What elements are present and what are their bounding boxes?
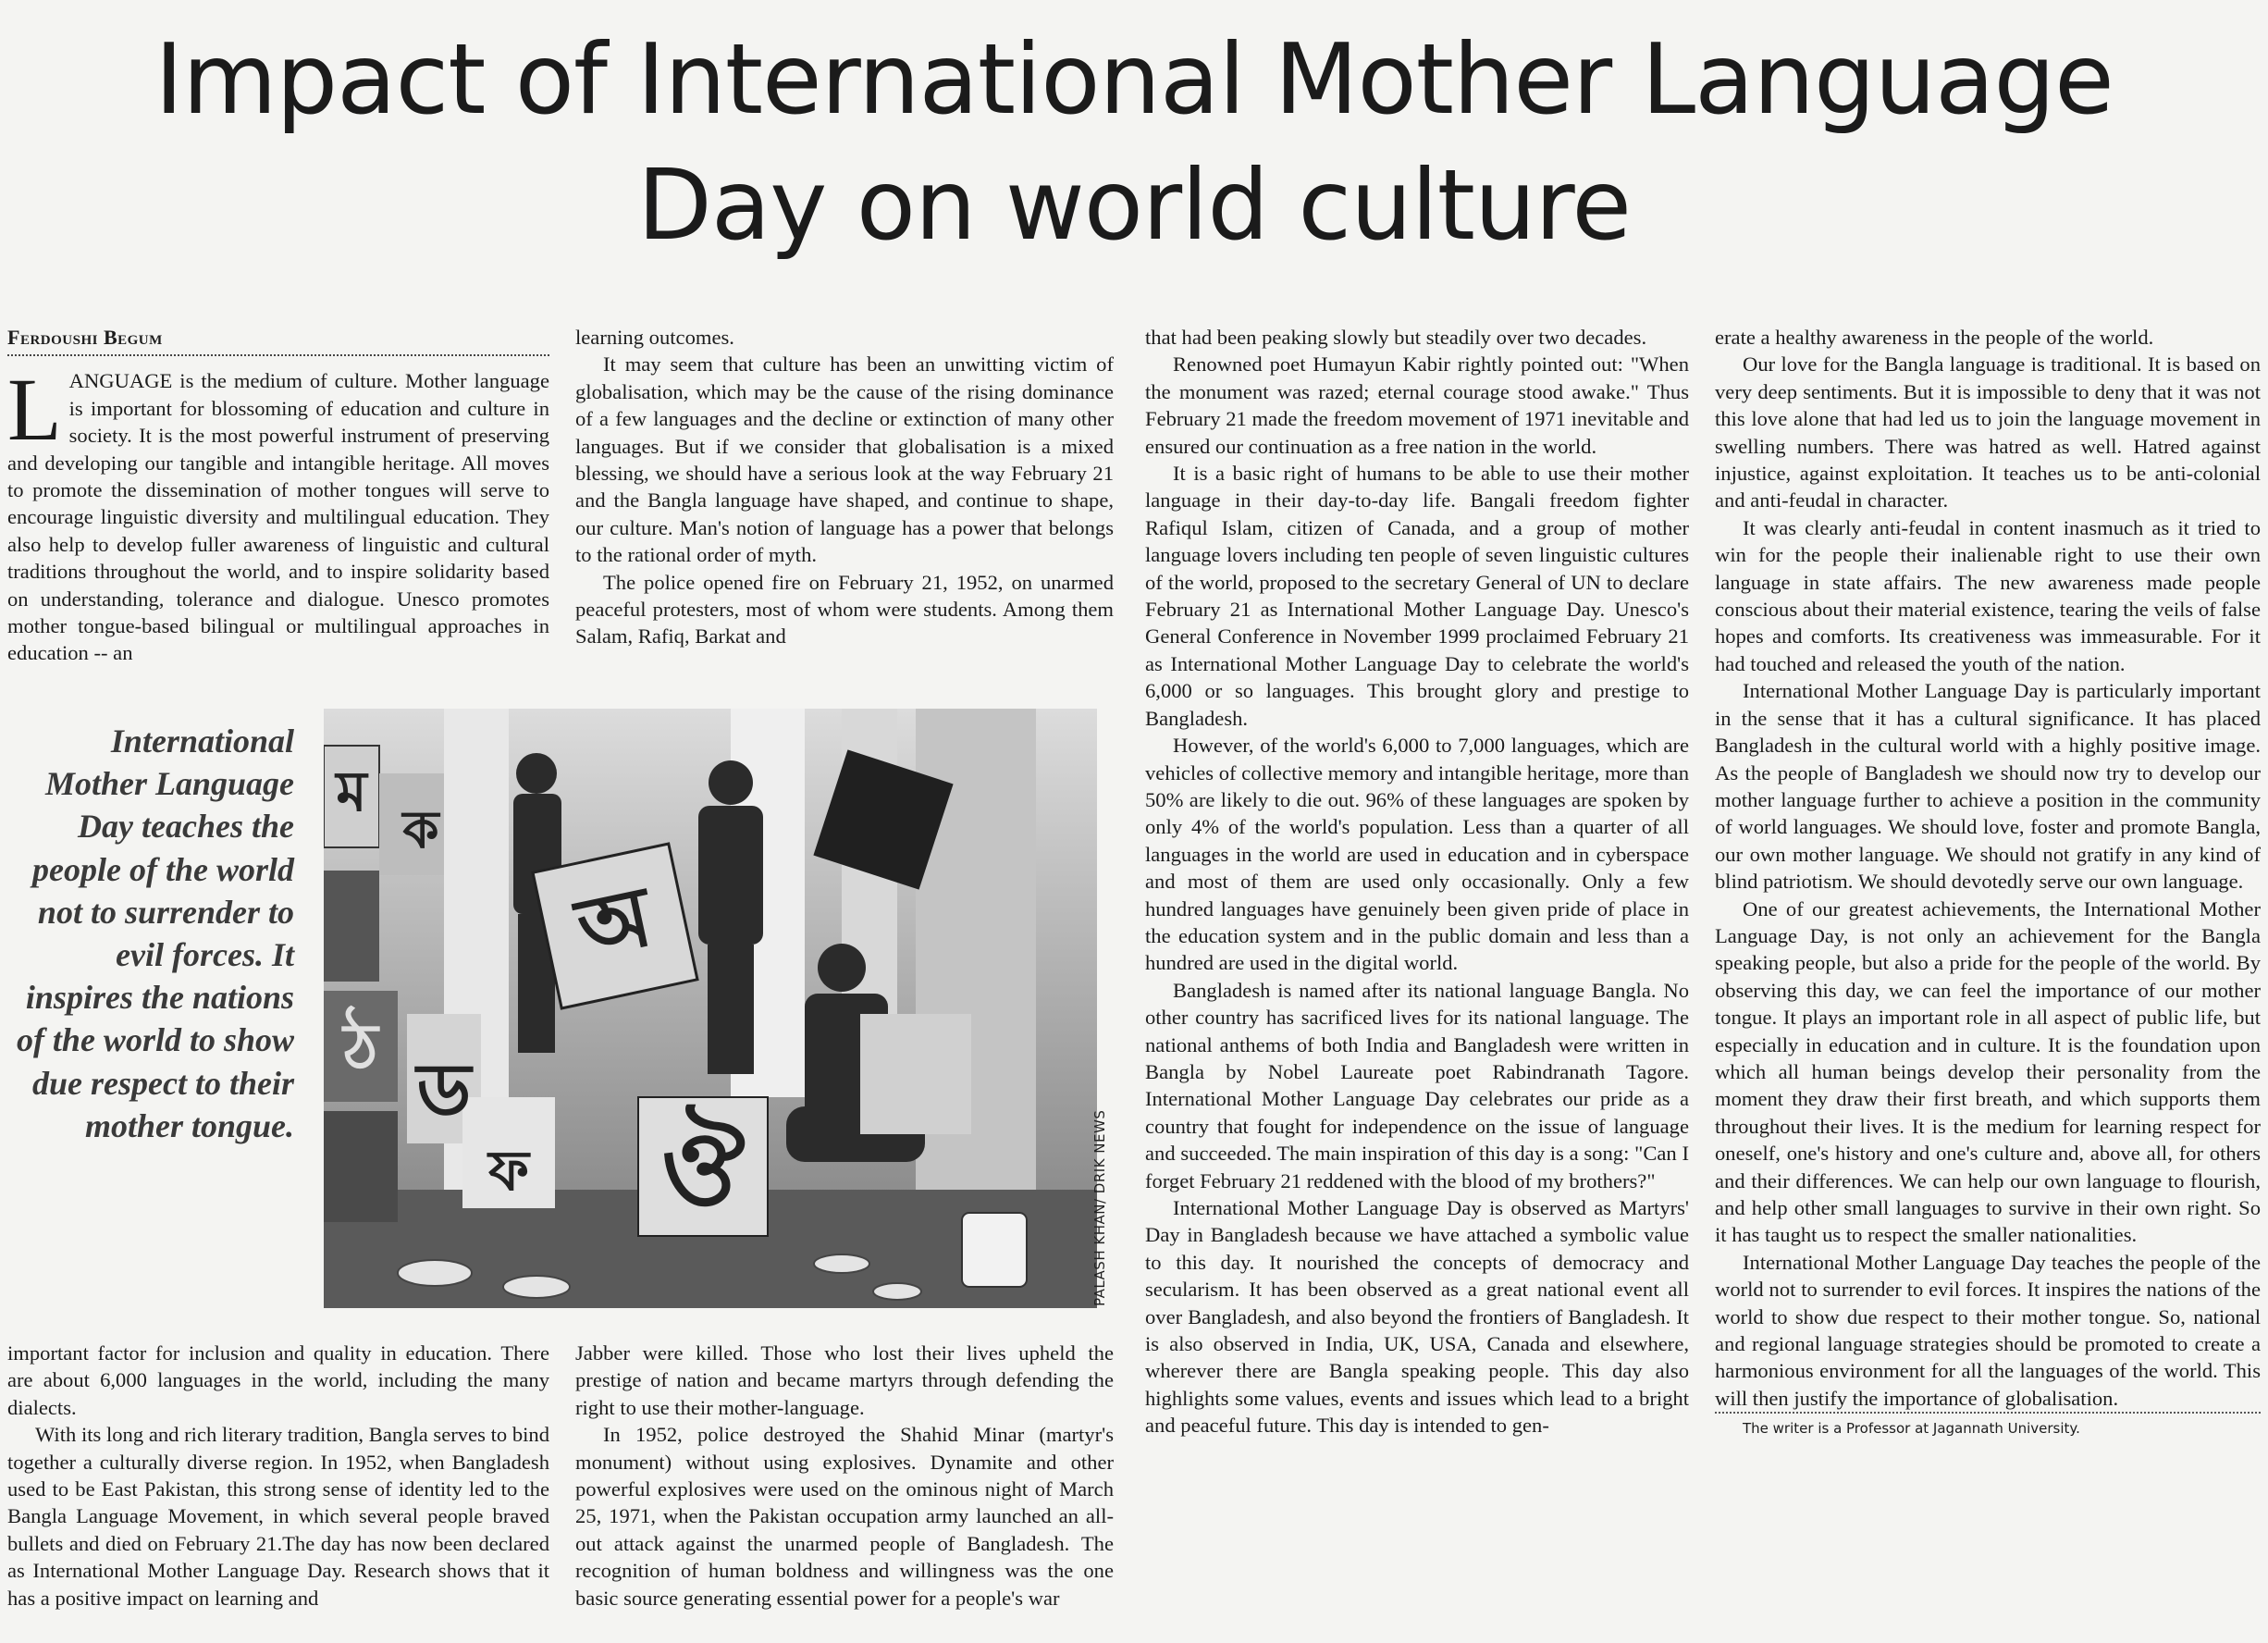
pull-quote: International Mother Language Day teaches the people of the world not to surrender to evil forces. It inspires the nations of the world to show due respect to their mother tongue. <box>16 723 294 1144</box>
author-footnote: The writer is a Professor at Jagannath University. <box>1715 1412 2261 1438</box>
article-paragraph: International Mother Language Day teaches the people of the world not to surrender to evil forces. It inspires the nations of the world to show due respect to their mother tongue. So, national and regional language strategies should be promoted to create a harmonious environment for all the languages of the world. This will then justify the importance of globalisation. <box>1715 1250 2261 1410</box>
photo-credit: PALASH KHAN/ DRIK NEWS <box>1091 1109 1108 1306</box>
article-paragraph: LANGUAGE is the medium of culture. Mother language is important for blossoming of education and culture in society. It is the most powerful instrument of preserving and developing our tangible and intangible heritage. All moves to promote the dissemination of mother tongues will serve to encourage linguistic diversity and multilingual education. They also help to develop fuller awareness of linguistic and cultural traditions throughout the world, and to inspire solidarity based on understanding, tolerance and dialogue. Unesco promotes mother tongue-based bilingual or multilingual approaches in education -- an <box>7 360 549 665</box>
article-paragraph: It was clearly anti-feudal in content inasmuch as it tried to win for the people their inalienable right to use their own language in state affairs. The new awareness made people conscious about their material existence, tearing the veils of false hopes and comforts. Its creativeness was immeasurable. For it had touched and released the youth of the nation. <box>1715 515 2261 675</box>
article-paragraph: It is a basic right of humans to be able to use their mother language in their day-to-day life. Bangali freedom fighter Rafiqul Islam, citizen of Canada, and a group of mother language lovers including ten people of seven linguistic cultures of the world, proposed to the secretary General of UN to declare February 21 as International Mother Language Day. Unesco's General Conference in November 1999 proclaimed February 21 as International Mother Language Day to celebrate the world's 6,000 or so languages. This brought glory and prestige to Bangladesh. <box>1145 462 1689 730</box>
headline <box>0 17 2268 268</box>
photo-bangla-letter-sculptures <box>324 709 1097 1308</box>
article-paragraph: erate a healthy awareness in the people of the world. <box>1715 326 2154 349</box>
photo-letter: ক <box>402 800 439 860</box>
column-1-bottom <box>7 1340 549 1612</box>
article-paragraph: It may seem that culture has been an unwitting victim of globalisation, which may be the cause of the rising dominance of a few languages and the decline or extinction of many other languages. But if we consider that globalisation is a mixed blessing, we should have a serious look at the way February 21 and the Bangla language have shaped, and continue to shape, our culture. Man's notion of language has a power that belongs to the rational order of myth. <box>575 352 1114 567</box>
photo-illustration <box>324 709 1097 1308</box>
article-paragraph: The police opened fire on February 21, 1952, on unarmed peaceful protesters, most of whom were students. Among them Salam, Rafiq, Barkat and <box>575 570 1114 649</box>
byline: Ferdoushi Begum <box>7 324 549 356</box>
article-paragraph: Bangladesh is named after its national language Bangla. No other country has sacrificed lives for its national language. The national anthems of both India and Bangladesh were written in Bangla by Nobel Laureate poet Rabindranath Tagore. International Mother Language Day celebrates our pride as a country that fought for independence on the issue of language and succeeded. The main inspiration of this day is a song: "Can I forget February 21 reddened with the blood of my brothers?" <box>1145 978 1689 1192</box>
headline-line-2: Day on world culture <box>637 149 1631 262</box>
article-paragraph: important factor for inclusion and quality in education. There are about 6,000 languages in the world, including the many dialects. <box>7 1341 549 1419</box>
headline-line-1: Impact of International Mother Language <box>154 23 2114 136</box>
article-paragraph: Our love for the Bangla language is traditional. It is based on very deep sentiments. But it is impossible to deny that it was not this love alone that had led us to join the language movement in swelling numbers. There was hatred as well. Hatred against injustice, against exploitation. It teaches us to be anti-colonial and anti-feudal in character. <box>1715 352 2261 513</box>
column-3 <box>1145 324 1689 1439</box>
article-paragraph: Jabber were killed. Those who lost their lives upheld the prestige of nation and became martyrs through defending the right to use their mother-language. <box>575 1341 1114 1419</box>
photo-letter: অ <box>569 868 660 979</box>
article-paragraph: International Mother Language Day is particularly important in the sense that it has a cultural significance. It has placed Bangladesh in the cultural world with a highly positive image. As the people of Bangladesh we should now try to develop our mother language further to achieve a position in the community of world languages. We should love, foster and promote Bangla, our own mother language. We should not gratify in any kind of blind patriotism. We should devotedly serve our own language. <box>1715 679 2261 894</box>
photo-letter: ড <box>416 1047 472 1133</box>
photo-letter: ঠ <box>343 1009 378 1085</box>
column-2-top <box>575 324 1114 650</box>
column-1-top <box>7 324 549 667</box>
column-2-bottom <box>575 1340 1114 1612</box>
article-paragraph: International Mother Language Day is observed as Martyrs' Day in Bangladesh because we have attached a symbolic value to this day. It nourished the concepts of democracy and secularism. It has been observed as a great national event all over Bangladesh, and also beyond the frontiers of Bangladesh. It is also observed in India, UK, USA, Canada and elsewhere, wherever there are Bangla speaking people. This day also highlights some values, events and issues which lead to a bright and peaceful future. This day is intended to gen- <box>1145 1196 1689 1438</box>
photo-letter: ম <box>336 760 367 824</box>
column-4 <box>1715 324 2261 1438</box>
article-paragraph: However, of the world's 6,000 to 7,000 languages, which are vehicles of collective memory and intangible heritage, more than 50% are likely to die out. 96% of these languages are spoken by only 4% of the world's population. Less than a quarter of all languages in the world are used in education and in cyberspace and most of them are used only occasionally. Only a few hundred languages have genuinely been given pride of place in the education system and in the public domain and less than a hundred are used in the digital world. <box>1145 734 1689 975</box>
article-paragraph: learning outcomes. <box>575 326 734 349</box>
article-paragraph: One of our greatest achievements, the International Mother Language Day, is not only an achievement for the Bangla speaking people, but also a pride for the people of the world. By observing this day, we can feel the importance of our mother tongue. It plays an important role in all aspect of public life, but especially in education and in culture. It is the foundation upon which all human beings develop their personality from the moment they draw their first breath, and which supports them throughout their lives. It is the medium for learning respect for oneself, one's history and one's culture and, above all, for others and their differences. We can help our own language to flourish, and help other small languages to survive in their own right. So it has taught us to respect the smaller nationalities. <box>1715 896 2261 1247</box>
article-paragraph: Renowned poet Humayun Kabir rightly pointed out: "When the monument was razed; eternal courage stood awake." Thus February 21 made the freedom movement of 1971 inevitable and ensured our continuation as a free nation in the world. <box>1145 352 1689 458</box>
article-paragraph: that had been peaking slowly but steadily over two decades. <box>1145 326 1647 349</box>
photo-letter: ফ <box>488 1139 529 1204</box>
photo-letter: ঔ <box>660 1109 746 1228</box>
article-paragraph: In 1952, police destroyed the Shahid Minar (martyr's monument) without using explosives. Dynamite and other powerful explosives were used on the ominous night of March 25, 1971, when the Pakistan occupation army launched an all-out attack against the unarmed people of Bangladesh. The recognition of human boldness and willingness was the one basic source generating essential power for a people's war <box>575 1423 1114 1610</box>
drop-cap: L <box>7 360 62 460</box>
article-paragraph: With its long and rich literary tradition, Bangla serves to bind together a culturally diverse region. In 1952, when Bangladesh used to be East Pakistan, this strong sense of identity led to the Bangla Language Movement, in which several people braved bullets and died on February 21.The day has now been declared as International Mother Language Day. Research shows that it has a positive impact on learning and <box>7 1423 549 1610</box>
